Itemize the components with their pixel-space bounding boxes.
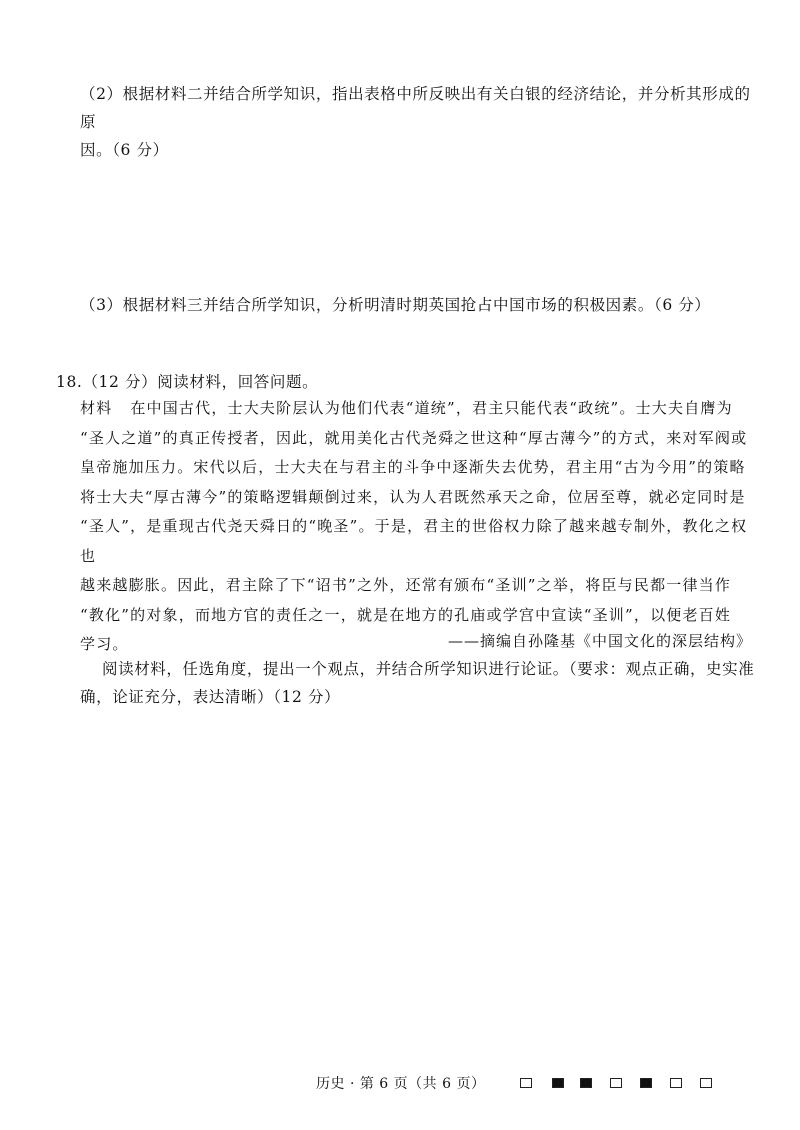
task-line-2: 确，论证充分，表达清晰）（12 分） [80, 688, 341, 706]
question-17-3 [80, 291, 760, 319]
task-line-1: 阅读材料，任选角度，提出一个观点，并结合所学知识进行论证。（要求：观点正确，史实准 [102, 660, 755, 678]
question-18-header: 18.（12 分）阅读材料，回答问题。 [56, 373, 319, 391]
question-18-material [80, 394, 760, 660]
mark-box-3 [580, 1078, 592, 1088]
question-17-2-line1: （2）根据材料二并结合所学知识，指出表格中所反映出有关白银的经济结论，并分析其形成的原 [80, 85, 751, 131]
material-source: ——摘编自孙隆基《中国文化的深层结构》 [447, 632, 752, 650]
material-line-4: 将士大夫“厚古薄今”的策略逻辑颠倒过来，认为人君既然承天之命，位居至尊，就必定同时是 [80, 487, 746, 506]
question-17-2-line2: 因。（6 分） [80, 141, 169, 159]
mark-box-2 [552, 1078, 564, 1088]
material-line-6: 越来越膨胀。因此，君主除了下“诏书”之外，还常有颁布“圣训”之举，将臣与民都一律当作 [80, 576, 732, 594]
question-18-task [80, 655, 770, 711]
material-line-2: “圣人之道”的真正传授者，因此，就用美化古代尧舜之世这种“厚古薄今”的方式，来对军阀或 [80, 428, 748, 447]
material-line-5: “圣人”，是重现古代尧天舜日的“晚圣”。于是，君主的世俗权力除了越来越专制外，教化之权也 [80, 517, 748, 565]
mark-box-1 [520, 1078, 532, 1088]
mark-box-5 [640, 1078, 652, 1088]
material-line-7: “教化”的对象，而地方官的责任之一，就是在地方的孔庙或学宫中宣读“圣训”，以便老百姓 [80, 605, 732, 624]
page-footer-label: 历史 · 第 6 页（共 6 页） [316, 1076, 486, 1092]
question-17-2 [80, 80, 760, 164]
material-line-3: 皇帝施加压力。宋代以后，士大夫在与君主的斗争中逐渐失去优势，君主用“古为今用”的策略 [80, 458, 746, 476]
mark-box-7 [700, 1078, 712, 1088]
material-line-8: 学习。 [80, 635, 129, 653]
mark-box-6 [670, 1078, 682, 1088]
question-17-3-text: （3）根据材料三并结合所学知识，分析明清时期英国抢占中国市场的积极因素。（6 分） [80, 296, 711, 314]
material-label: 材料 [80, 399, 113, 417]
material-line-1: 材料 在中国古代，士大夫阶层认为他们代表“道统”，君主只能代表“政统”。士大夫自膺为 [80, 399, 733, 417]
mark-box-4 [610, 1078, 622, 1088]
